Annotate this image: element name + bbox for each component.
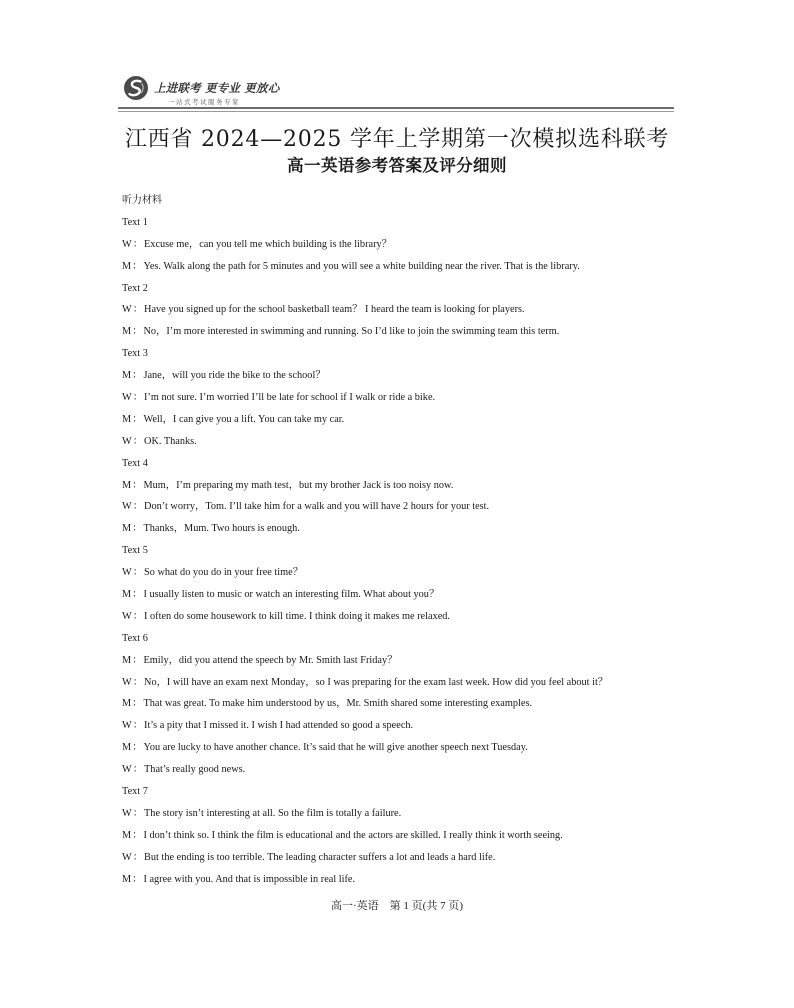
speaker-label: M — [122, 873, 132, 885]
dialogue-line — [122, 431, 682, 453]
speaker-colon: ： — [132, 392, 144, 404]
dialogue-text: No，I will have an exam next Monday，so I was preparing for the exam last week. How did you feel about it？ — [144, 676, 609, 688]
speaker-label: M — [122, 742, 132, 754]
text-label: Text 2 — [122, 282, 148, 294]
speaker-label: M — [122, 698, 132, 710]
speaker-colon: ： — [132, 720, 144, 732]
speaker-label: W — [122, 435, 132, 447]
dialogue-text: Have you signed up for the school basketball team？ I heard the team is looking for players. — [144, 304, 525, 316]
dialogue-line — [122, 759, 682, 781]
speaker-label: W — [122, 304, 132, 316]
speaker-colon: ： — [132, 589, 143, 601]
page-footer: 高一·英语 第 1 页(共 7 页) — [331, 900, 463, 912]
speaker-colon: ： — [132, 567, 144, 579]
speaker-label: M — [122, 479, 132, 491]
dialogue-text: That’s really good news. — [144, 764, 246, 776]
speaker-label: W — [122, 610, 132, 622]
dialogue-line — [122, 365, 682, 387]
dialogue-text: Well，I can give you a lift. You can take my car. — [143, 413, 345, 425]
speaker-label: M — [122, 829, 132, 841]
speaker-colon: ： — [132, 654, 143, 666]
dialogue-line — [122, 606, 682, 628]
dialogue-text: Jane，will you ride the bike to the school？ — [143, 370, 326, 382]
speaker-label: W — [122, 676, 132, 688]
page-subtitle: 高一英语参考答案及评分细则 — [287, 156, 507, 175]
speaker-label: W — [122, 238, 132, 250]
speaker-colon: ： — [132, 523, 143, 535]
speaker-label: M — [122, 589, 132, 601]
dialogue-line — [122, 803, 682, 825]
dialogue-line — [122, 409, 682, 431]
speaker-label: M — [122, 523, 132, 535]
dialogue-text: Excuse me，can you tell me which building is the library？ — [144, 238, 392, 250]
speaker-colon: ： — [132, 873, 143, 885]
dialogue-text: I’m not sure. I’m worried I’ll be late for school if I walk or ride a bike. — [144, 392, 436, 404]
dialogue-text: You are lucky to have another chance. It’s said that he will give another speech next Tuesday. — [143, 742, 528, 754]
dialogue-line — [122, 562, 682, 584]
dialogue-text: Mum，I’m preparing my math test，but my brother Jack is too noisy now. — [143, 479, 454, 491]
speaker-label: M — [122, 413, 132, 425]
page-title: 江西省 2024—2025 学年上学期第一次模拟选科联考 — [124, 127, 670, 152]
speaker-label: W — [122, 764, 132, 776]
speaker-label: W — [122, 720, 132, 732]
dialogue-text: The story isn’t interesting at all. So the film is totally a failure. — [144, 807, 402, 819]
speaker-label: M — [122, 370, 132, 382]
speaker-label: W — [122, 807, 132, 819]
dialogue-text: Thanks，Mum. Two hours is enough. — [143, 523, 300, 535]
speaker-colon: ： — [132, 742, 143, 754]
speaker-label: W — [122, 851, 132, 863]
dialogue-text: That was great. To make him understood by us，Mr. Smith shared some interesting examples. — [143, 698, 533, 710]
dialogue-line — [122, 256, 682, 278]
dialogue-text: No，I’m more interested in swimming and running. So I’d like to join the swimming team this term. — [143, 326, 560, 338]
text-label: Text 4 — [122, 457, 148, 469]
page-header — [118, 70, 674, 112]
speaker-colon: ： — [132, 807, 144, 819]
dialogue-line — [122, 234, 682, 256]
dialogue-text: Don’t worry，Tom. I’ll take him for a walk and you will have 2 hours for your test. — [144, 501, 490, 513]
header-rule — [118, 107, 674, 109]
dialogue-text: I don’t think so. I think the film is educational and the actors are skilled. I really think it worth seeing. — [143, 829, 563, 841]
speaker-label: W — [122, 501, 132, 513]
speaker-colon: ： — [132, 764, 144, 776]
brand-logo-icon — [123, 75, 149, 101]
dialogue-text: So what do you do in your free time？ — [144, 567, 304, 579]
dialogue-line — [122, 387, 682, 409]
listening-transcript — [122, 190, 682, 891]
dialogue-text: I often do some housework to kill time. I think doing it makes me relaxed. — [144, 610, 451, 622]
dialogue-line — [122, 321, 682, 343]
section-heading: 听力材料 — [122, 195, 162, 206]
dialogue-text: But the ending is too terrible. The leading character suffers a lot and leads a hard life. — [144, 851, 496, 863]
speaker-label: W — [122, 567, 132, 579]
dialogue-line — [122, 847, 682, 869]
dialogue-line — [122, 693, 682, 715]
speaker-colon: ： — [132, 413, 143, 425]
speaker-colon: ： — [132, 238, 144, 250]
dialogue-line — [122, 715, 682, 737]
header-rule-thin — [118, 111, 674, 112]
speaker-colon: ： — [132, 260, 143, 272]
dialogue-text: Yes. Walk along the path for 5 minutes and you will see a white building near the river. That is the library. — [143, 260, 580, 272]
dialogue-line — [122, 737, 682, 759]
dialogue-line — [122, 869, 682, 891]
speaker-label: M — [122, 654, 132, 666]
dialogue-text: Emily，did you attend the speech by Mr. Smith last Friday？ — [143, 654, 398, 666]
text-label: Text 5 — [122, 545, 148, 557]
speaker-colon: ： — [132, 479, 143, 491]
brand-slogan: 上进联考 更专业 更放心 — [154, 81, 280, 95]
speaker-colon: ： — [132, 610, 144, 622]
dialogue-line — [122, 650, 682, 672]
dialogue-line — [122, 584, 682, 606]
dialogue-line — [122, 496, 682, 518]
speaker-colon: ： — [132, 676, 144, 688]
speaker-label: M — [122, 260, 132, 272]
speaker-colon: ： — [132, 304, 144, 316]
dialogue-line — [122, 825, 682, 847]
speaker-colon: ： — [132, 829, 143, 841]
dialogue-text: I agree with you. And that is impossible in real life. — [143, 873, 356, 885]
dialogue-line — [122, 475, 682, 497]
speaker-colon: ： — [132, 370, 143, 382]
brand-tagline: 一站式考试服务专家 — [168, 98, 240, 106]
dialogue-line — [122, 518, 682, 540]
speaker-label: W — [122, 392, 132, 404]
speaker-colon: ： — [132, 435, 144, 447]
dialogue-text: OK. Thanks. — [144, 435, 197, 447]
speaker-label: M — [122, 326, 132, 338]
text-label: Text 6 — [122, 632, 148, 644]
dialogue-line — [122, 672, 682, 694]
text-label: Text 3 — [122, 348, 148, 360]
speaker-colon: ： — [132, 698, 143, 710]
dialogue-line — [122, 299, 682, 321]
dialogue-text: I usually listen to music or watch an interesting film. What about you？ — [143, 589, 440, 601]
speaker-colon: ： — [132, 326, 143, 338]
speaker-colon: ： — [132, 501, 144, 513]
speaker-colon: ： — [132, 851, 144, 863]
dialogue-text: It’s a pity that I missed it. I wish I had attended so good a speech. — [144, 720, 414, 732]
text-label: Text 7 — [122, 786, 148, 798]
text-label: Text 1 — [122, 216, 148, 228]
